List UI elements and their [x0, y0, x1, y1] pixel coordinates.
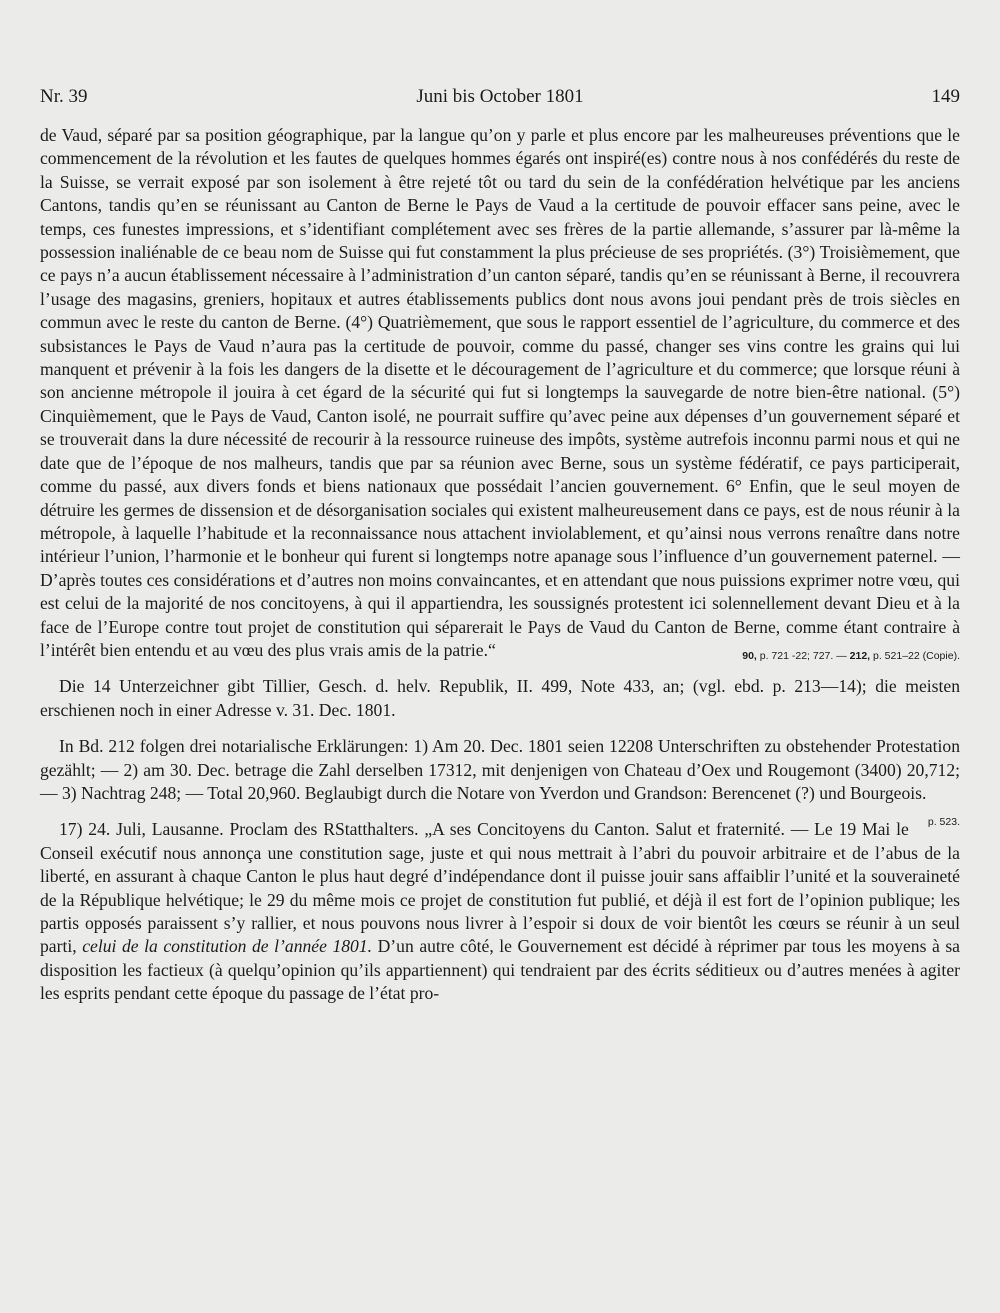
source-volume-1: 90, — [742, 649, 757, 662]
page-number: 149 — [931, 86, 960, 107]
protest-text-paragraph — [40, 124, 960, 662]
proclamation-text-start: 17) 24. Juli, Lausanne. Proclam des RStatthalters. „A ses Concitoyens du Canton. Salut et fraternité. — Le 19 Mai le Conseil exécutif nous annonça une constitution sage, juste et qui nous mettrait à l’abri du pouvoir arbitraire et de l’abus de la liberté, en assurant à chaque Canton le plus haut degré d’indépendance dont il puisse jouir sans affaiblir l’unité et la souveraineté de la République helvétique; le 29 du même mois ce projet de constitution fut publié, et déjà il est fort de l’opinion publique; les partis opposés paraissent s’y rallier, et nous pouvons nous livrer à l’espoir si doux de voir bientôt les cœurs se réunir à un seul parti, — [40, 819, 960, 957]
source-pages-2: p. 521–22 (Copie). — [870, 649, 960, 662]
notarial-source-reference: p. 523. — [927, 816, 960, 829]
proclamation-entry — [40, 818, 960, 1005]
proclamation-italic-phrase: celui de la constitution de l’année 1801. — [82, 936, 373, 957]
source-pages-1: p. 721 -22; 727. — — [756, 649, 850, 662]
running-title: Juni bis October 1801 — [416, 86, 584, 107]
protest-text: de Vaud, séparé par sa position géographique, par la langue qu’on y parle et plus encore par les malheureuses préventions que le commencement de la révolution et les fautes de quelques hommes égarés ont inspiré(es) contre nous à nos confédérés du reste de la Suisse, se verrait exposé par son isolement à être rejeté tôt ou tard du sein de la confédération helvétique par les anciens Cantons, tandis qu’en se réunissant au Canton de Berne le Pays de Vaud a la certitude de pouvoir effacer sans peine, avec le temps, ces funestes impressions, et s’identifiant complétement avec ses frères de la partie allemande, s’assurer par là-même la possession inaliénable de ce beau nom de Suisse qui fut constamment la plus précieuse de ses propriétés. (3°) Troisièmement, que ce pays n’a aucun établissement nécessaire à l’administration d’un canton séparé, tandis qu’en se réunissant à Berne, il recouvrera l’usage des magasins, greniers, hopitaux et autres établissements publics dont nous avons joui pendant près de trois siècles en commun avec le reste du canton de Berne. (4°) Quatrièmement, que sous le rapport essentiel de l’agriculture, du commerce et des subsistances le Pays de Vaud n’aura pas la certitude de pouvoir, comme du passé, changer ses vins contre les grains qui lui manquent et prévenir à la fois les dangers de la disette et le découragement de l’agriculture et du commerce; que lorsque réuni à son ancienne métropole il jouira à cet égard de la sécurité qui fut si longtemps la sauvegarde de notre bien-être national. (5°) Cinquièmement, que le Pays de Vaud, Canton isolé, ne pourrait suffire qu’avec peine aux dépenses d’un gouvernement séparé et se trouverait dans la dure nécessité de recourir à la ressource ruineuse des impôts, système autrefois inconnu parmi nous et qui ne date que de l’époque de nos malheurs, tandis que par sa réunion avec Berne, sous un système fédératif, ce pays participerait, comme du passé, aux divers fonds et biens nationaux que possédait l’ancien gouvernement. 6° Enfin, que le seul moyen de détruire les germes de dissension et de désorganisation sociales qui existent malheureusement dans ce pays, est de nous réunir à la métropole, à laquelle l’habitude et la reconnaissance nous attachent inviolablement, et qu’ainsi nous verrons renaître dans notre intérieur l’union, l’harmonie et le bonheur qui furent si longtemps notre apanage sous l’influence d’un gouvernement paternel. — D’après toutes ces considérations et d’autres non moins convaincantes, et en attendant que nous puissions exprimer notre vœu, qui est celui de la majorité de nos concitoyens, à qui il appartiendra, les soussignés protestent ici solennellement devant Dieu et à la face de l’Europe contre tout projet de constitution qui séparerait le Pays de Vaud du Canton de Berne, comme étant contraire à l’intérêt bien entendu et au vœu des plus vrais amis de la patrie.“ — [40, 125, 960, 660]
notarial-declarations-text: In Bd. 212 folgen drei notarialische Erklärungen: 1) Am 20. Dec. 1801 seien 12208 Unterschriften zu obstehender Protestation gezählt; — 2) am 30. Dec. betrage die Zahl derselben 17312, mit denjenigen von Chateau d’Oex und Rougemont (3400) 20,712; — 3) Nachtrag 248; — Total 20,960. Beglaubigt durch die Notare von Yverdon und Grandson: Berencenet (?) und Bourgeois. — [40, 736, 960, 803]
notarial-declarations-note — [40, 735, 960, 829]
signatories-note: Die 14 Unterzeichner gibt Tillier, Gesch. d. helv. Republik, II. 499, Note 433, an; (vgl. ebd. p. 213—14); die meisten erschienen noch in einer Adresse v. 31. Dec. 1801. — [40, 676, 960, 720]
proclamation-text-end: D’un autre côté, le Gouvernement est décidé à réprimer par tous les moyens à sa disposition les factieux (à quelqu’opinion qu’ils appartiennent) qui tendraient par des écrits séditieux ou d’autres menées à agiter les esprits pendant cette époque du passage de l’état pro- — [40, 936, 960, 1004]
source-volume-2: 212, — [849, 649, 871, 662]
document-number: Nr. 39 — [40, 86, 88, 107]
running-header — [40, 86, 960, 116]
page-body — [40, 124, 960, 1006]
source-reference — [742, 645, 960, 668]
